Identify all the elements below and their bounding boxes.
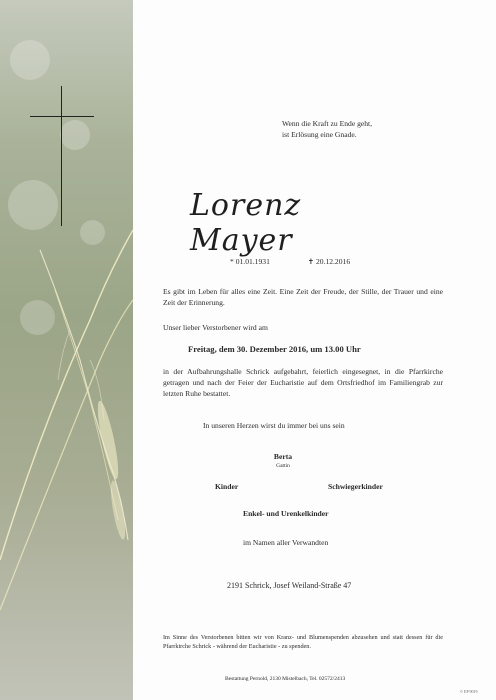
grandchildren-label: Enkel- und Urenkelkinder bbox=[243, 509, 329, 518]
farewell-intro: Unser lieber Verstorbener wird am bbox=[163, 323, 268, 332]
address: 2191 Schrick, Josef Weiland-Straße 47 bbox=[227, 581, 352, 590]
funeral-home-footer: Bestattung Pernold, 2130 Mistelbach, Tel. 02572/2413 bbox=[225, 676, 346, 682]
deceased-name: Lorenz Mayer bbox=[190, 188, 302, 258]
intro-text: Es gibt im Leben für alles eine Zeit. Eine Zeit der Freude, der Stille, der Trauer und eine Zeit der Erinnerung. bbox=[163, 287, 443, 307]
relatives-line: im Namen aller Verwandten bbox=[243, 538, 329, 547]
spouse-role: Gattin bbox=[276, 463, 290, 469]
donation-note: Im Sinne des Verstorbenen bitten wir von Kranz- und Blumenspenden abzusehen und statt dessen für die Pfarrkirche Schrick - während der Eucharistie - zu spenden. bbox=[163, 634, 443, 650]
quote bbox=[282, 118, 442, 140]
document-code: © EP 9019 bbox=[460, 689, 478, 694]
funeral-details: in der Aufbahrungshalle Schrick aufgebahrt, feierlich eingesegnet, in die Pfarrkirche getragen und nach der Feier der Eucharistie auf dem Ortsfriedhof im Familiengrab zur letzten Ruhe bestattet. bbox=[163, 367, 443, 398]
spouse-name: Berta bbox=[273, 452, 293, 461]
funeral-date: Freitag, dem 30. Dezember 2016, um 13.00 Uhr bbox=[188, 344, 361, 354]
in-laws-label: Schwiegerkinder bbox=[328, 482, 383, 491]
death-date: ✝ 20.12.2016 bbox=[307, 257, 351, 266]
children-label: Kinder bbox=[215, 482, 239, 491]
quote-line-1: Wenn die Kraft zu Ende geht, bbox=[282, 119, 373, 128]
remembrance-line: In unseren Herzen wirst du immer bei uns sein bbox=[203, 421, 345, 430]
life-dates bbox=[230, 256, 430, 267]
cross-icon bbox=[30, 86, 94, 226]
quote-line-2: ist Erlösung eine Gnade. bbox=[282, 130, 357, 139]
birth-date: * 01.01.1931 bbox=[230, 257, 270, 266]
